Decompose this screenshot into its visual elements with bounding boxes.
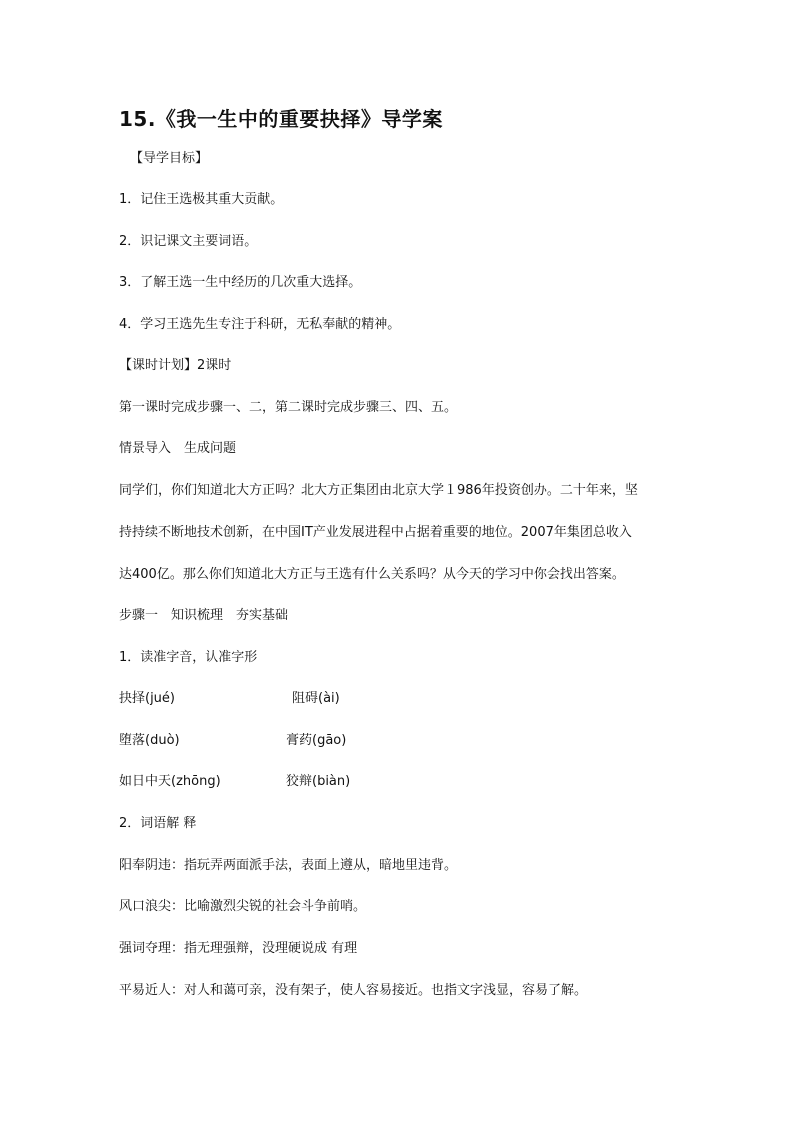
objective-item: 3．了解王选一生中经历的几次重大选择。: [119, 275, 362, 290]
objective-item: 2．识记课文主要词语。: [119, 234, 258, 249]
objective-item: 4．学习王选先生专注于科研，无私奉献的精神。: [119, 317, 401, 332]
pronunciation-word: 阻碍(ài): [292, 691, 340, 706]
vocabulary-item: 阳奉阴违：指玩弄两面派手法，表面上遵从，暗地里违背。: [119, 858, 458, 873]
vocabulary-item: 平易近人：对人和蔼可亲，没有架子，使人容易接近。也指文字浅显，容易了解。: [119, 983, 588, 998]
intro-paragraph-line: 同学们，你们知道北大方正吗？北大方正集团由北京大学１986年投资创办。二十年来，坚: [119, 483, 638, 498]
objectives-heading: 【导学目标】: [130, 151, 209, 166]
pronunciation-heading: 1．读准字音，认准字形: [119, 650, 258, 665]
vocabulary-item: 强词夺理：指无理强辩，没理硬说成 有理: [119, 941, 358, 956]
intro-paragraph-line: 达400亿。那么你们知道北大方正与王选有什么关系吗？从今天的学习中你会找出答案。: [119, 567, 625, 582]
pronunciation-word: 堕落(duò): [119, 733, 180, 748]
intro-paragraph-line: 持持续不断地技术创新，在中国IT产业发展进程中占据着重要的地位。2007年集团总收入: [119, 525, 632, 540]
intro-heading: 情景导入 生成问题: [119, 441, 237, 456]
vocabulary-item: 风口浪尖：比喻激烈尖锐的社会斗争前哨。: [119, 899, 367, 914]
pronunciation-word: 如日中天(zhōng): [119, 774, 221, 789]
pronunciation-word: 膏药(gāo): [286, 733, 347, 748]
objective-item: 1．记住王选极其重大贡献。: [119, 192, 284, 207]
pronunciation-word: 狡辩(biàn): [286, 774, 351, 789]
pronunciation-word: 抉择(jué): [119, 691, 175, 706]
page-title: 15.《我一生中的重要抉择》导学案: [119, 107, 443, 131]
step1-heading: 步骤一 知识梳理 夯实基础: [119, 608, 289, 623]
plan-detail: 第一课时完成步骤一、二，第二课时完成步骤三、四、五。: [119, 400, 458, 415]
plan-heading: 【课时计划】2课时: [119, 358, 232, 373]
vocabulary-heading: 2．词语解 释: [119, 816, 197, 831]
